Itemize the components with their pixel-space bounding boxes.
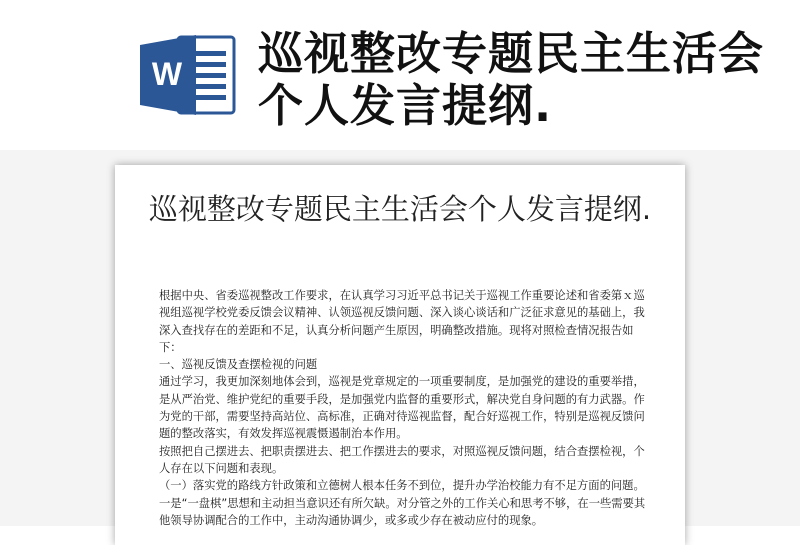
word-icon-letter: W [151, 56, 183, 92]
paragraph-intro: 根据中央、省委巡视整改工作要求，在认真学习习近平总书记关于巡视工作重要论述和省委第ｘ巡视组巡视学校党委反馈会议精神、认领巡视反馈问题、深入谈心谈话和广泛征求意见的基础上，我深入查找存在的差距和不足，认真分析问题产生原因，明确整改措施。现将对照检查情况报告如下： [159, 289, 645, 354]
paragraph-body-1: 通过学习，我更加深刻地体会到，巡视是党章规定的一项重要制度，是加强党的建设的重要举措，是从严治党、维护党纪的重要手段，是加强党内监督的重要形式，解决党自身问题的有力武器。作为党的干部，需要坚持高站位、高标准，正确对待巡视监督，配合好巡视工作，特别是巡视反馈问题的整改落实，有效发挥巡视震慑遏制治本作用。 [159, 375, 645, 441]
word-document-icon [138, 33, 238, 117]
paragraph-body-3: （一）落实党的路线方针政策和立德树人根本任务不到位，提升办学治校能力有不足方面的问题。一是“一盘棋”思想和主动担当意识还有所欠缺。对分管之外的工作关心和思考不够，在一些需要其他领导协调配合的工作中，主动沟通协调少，或多或少存在被动应付的现象。 [159, 479, 646, 527]
paragraph-body-2: 按照把自己摆进去、把职责摆进去、把工作摆进去的要求，对照巡视反馈问题，结合查摆检视，个人存在以下问题和表现。 [159, 444, 645, 475]
header-banner [0, 0, 800, 150]
section-heading-1: 一、巡视反馈及查摆检视的问题 [159, 358, 318, 372]
document-body [159, 287, 647, 529]
document-title: 巡视整改专题民主生活会个人发言提纲. [148, 192, 652, 226]
document-page [115, 165, 685, 545]
banner-title: 巡视整改专题民主生活会个人发言提纲. [258, 27, 765, 132]
